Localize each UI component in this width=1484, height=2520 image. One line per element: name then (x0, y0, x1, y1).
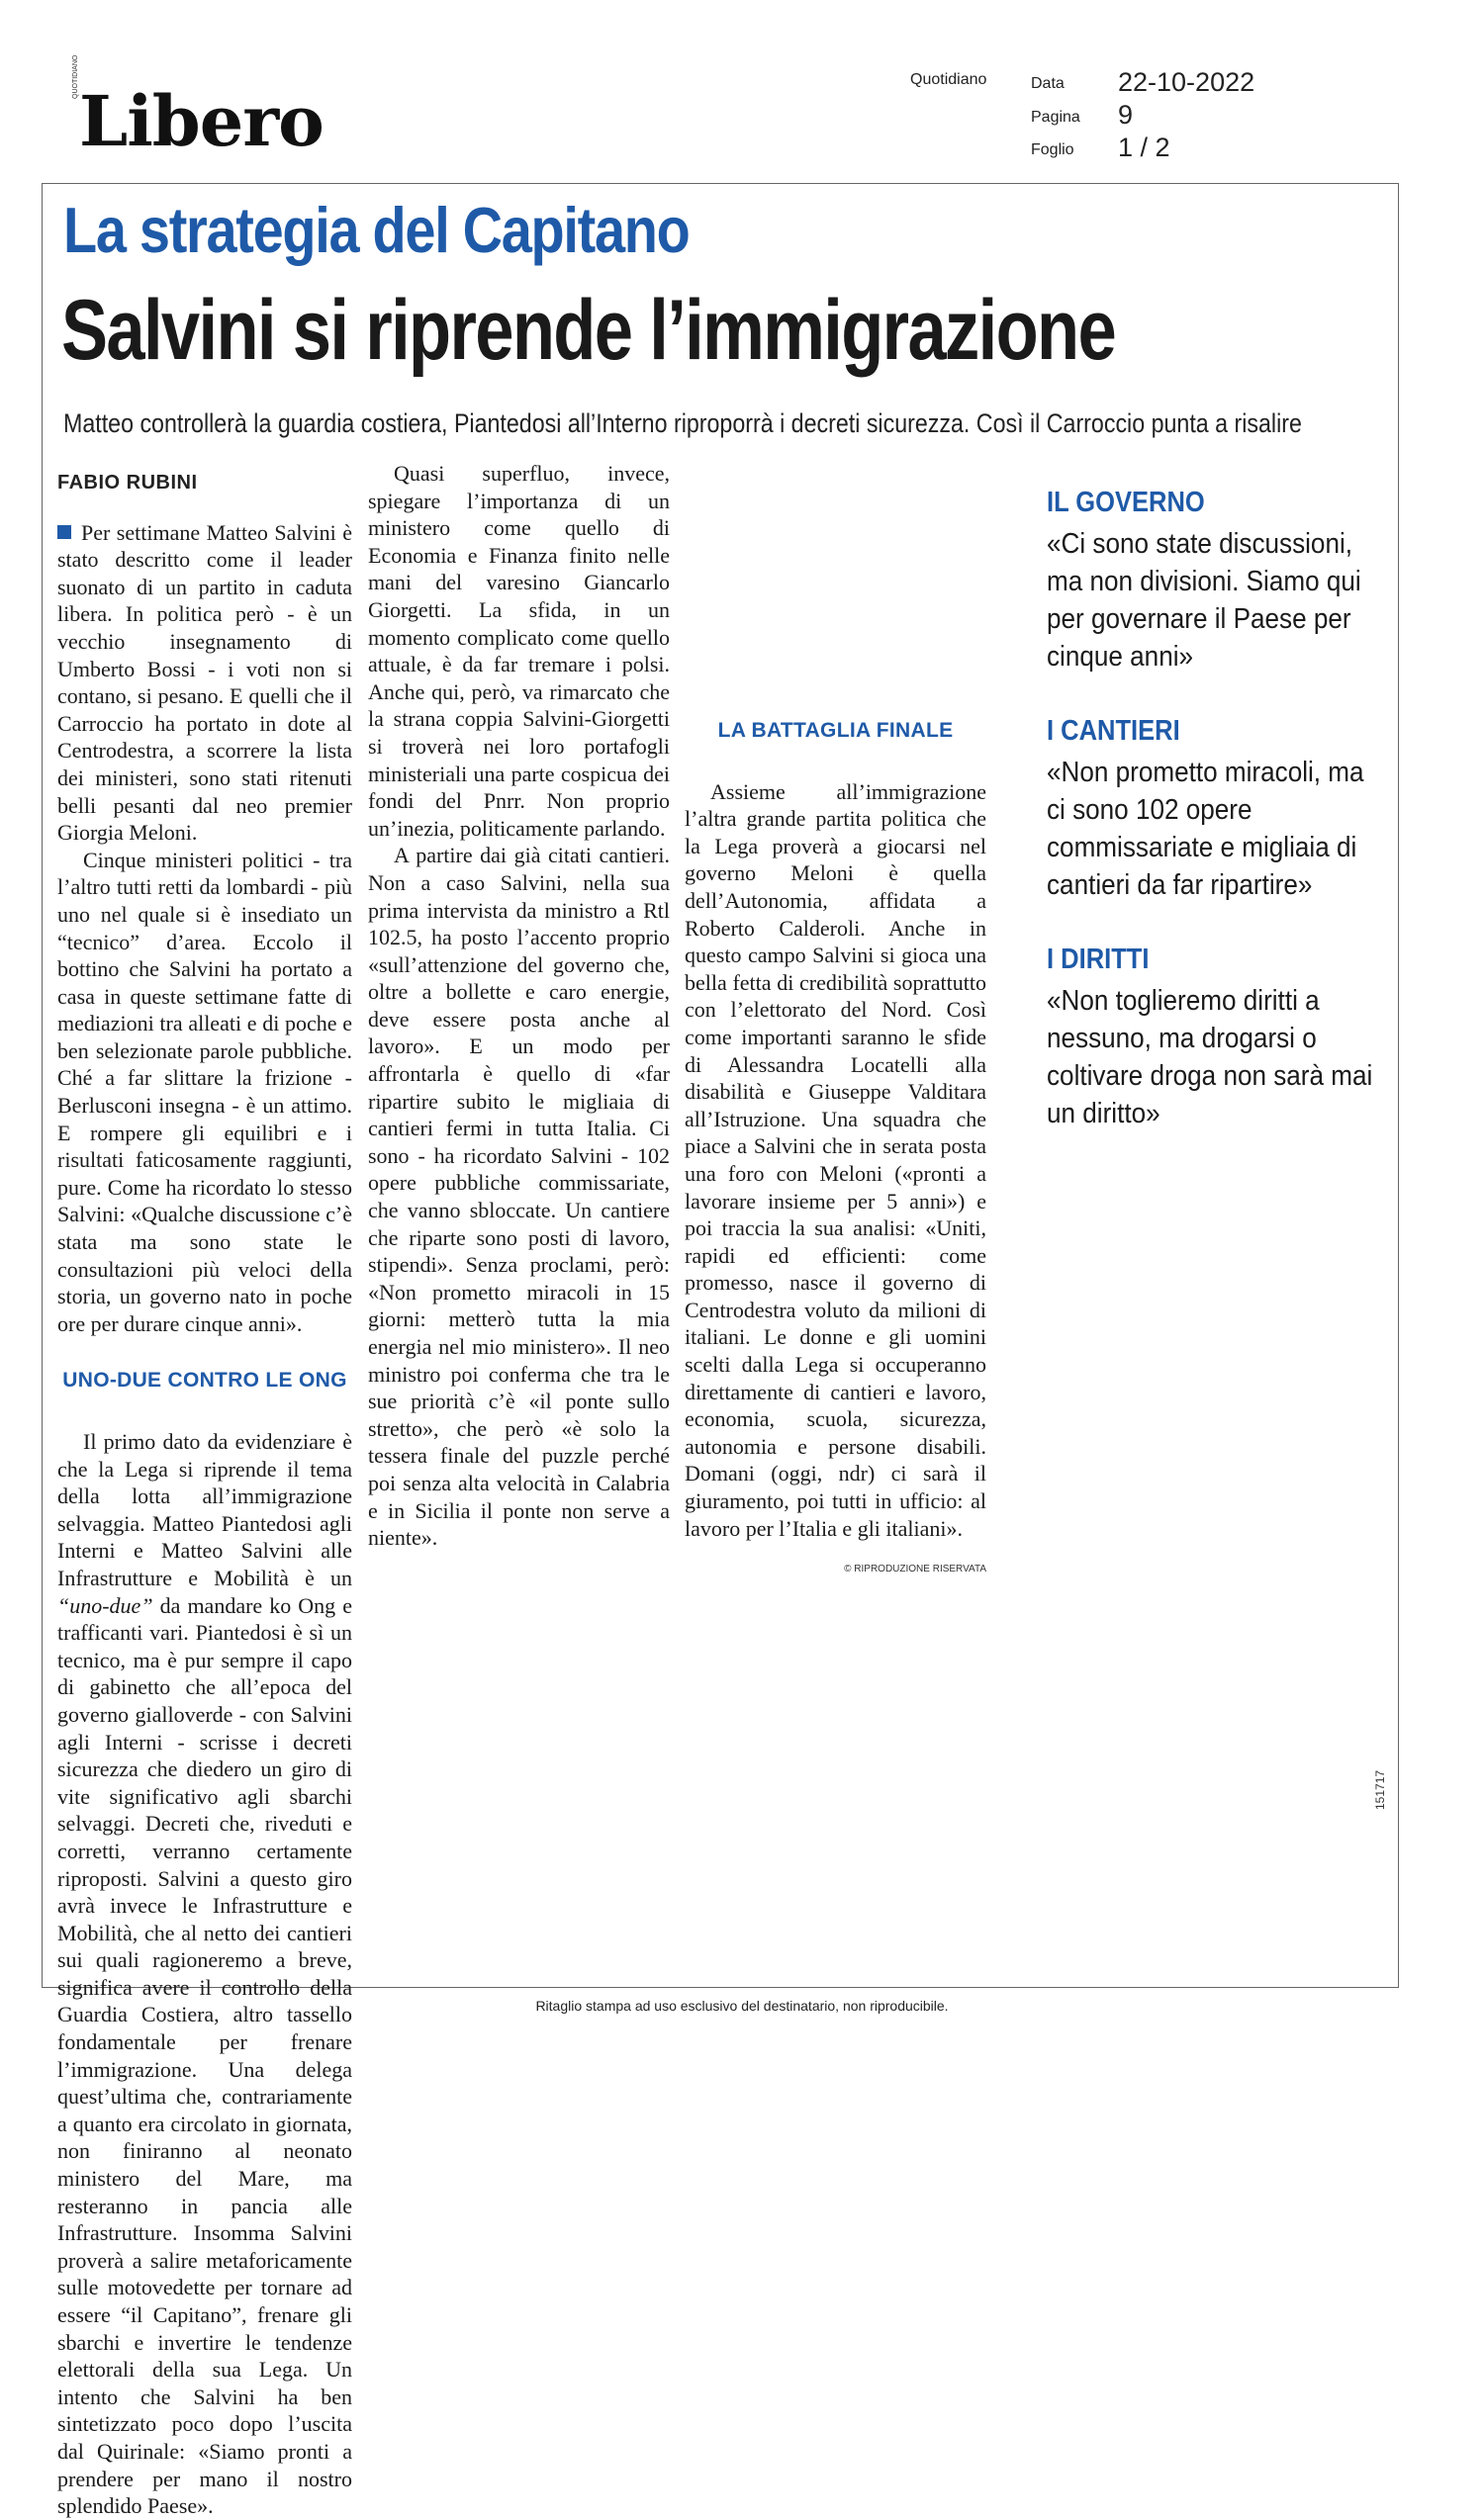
meta-label-page: Pagina (1031, 109, 1080, 126)
paragraph-3: Il primo dato da evidenziare è che la Lega si riprende il tema della lotta all’immigrazione selvaggia. Matteo Piantedosi agli Interni e Matteo Salvini alle Infrastrutture e Mobilità è un “uno-due” da mandare ko Ong e trafficanti vari. Piantedosi è sì un tecnico, ma è pur sempre il capo di gabinetto che all’epoca del governo gialloverde - con Salvini agli Interni - scrisse i decreti sicurezza che diedero un giro di vite significativo agli sbarchi selvaggi. Decreti che, riveduti e corretti, verranno certamente riproposti. Salvini a questo giro avrà invece le Infrastrutture e Mobilità, che al netto dei cantieri sui quali ragioneremo a breve, significa avere il controllo della Guardia Costiera, altro tassello fondamentale per frenare l’immigrazione. Una delega quest’ultima che, contrariamente a quanto era circolato in giornata, non finiranno al neonato ministero del Mare, ma resteranno in pancia alle Infrastrutture. Insomma Salvini proverà a salire metaforicamente sulle motovedette per tornare ad essere “il Capitano”, frenare gli sbarchi e invertire le tendenze elettorali della sua Lega. Un intento che Salvini ha ben sintetizzato poco dopo l’uscita dal Quirinale: «Siamo pronti a prendere per mano il nostro splendido Paese». (57, 1429, 352, 2519)
paragraph-6: Assieme all’immigrazione l’altra grande partita politica che la Lega proverà a giocarsi nel governo Meloni è quella dell’Autonomia, affidata a Roberto Calderoli. Anche in questo campo Salvini si gioca una bella fetta di credibilità soprattutto con l’elettorato del Nord. Così come importanti saranno le sfide di Alessandra Locatelli alla disabilità e Giuseppe Valditara all’Istruzione. Una squadra che piace a Salvini che in serata posta una foro con Meloni («pronti a lavorare insieme per 5 anni») e poi traccia la sua analisi: «Uniti, rapidi ed efficienti: come promesso, nasce il governo di Centrodestra voluto da milioni di italiani. Le donne e gli uomini scelti dalla Lega si occuperanno direttamente di cantieri e lavoro, economia, scuola, sicurezza, autonomia e persone disabili. Domani (oggi, ndr) ci sarà il giuramento, poi tutti in ufficio: al lavoro per l’Italia e gli italiani». (685, 778, 986, 1541)
paragraph-1: Per settimane Matteo Salvini è stato descritto come il leader suonato di un partito in caduta libera. In politica però - è un vecchio insegnamento di Umberto Bossi - i voti non si contano, si pesano. E quelli che il Carroccio ha portato in dote al Centrodestra, a scorrere la lista dei ministeri, sono stati ritenuti belli pesanti dal neo premier Giorgia Meloni. (57, 519, 352, 846)
section-heading-battaglia: LA BATTAGLIA FINALE (717, 719, 954, 742)
paragraph-2: Cinque ministeri politici - tra l’altro tutti retti da lombardi - più uno nel quale si è insediato un “tecnico” d’area. Eccolo il bottino che Salvini ha portato a casa in queste settimane fatte di mediazioni tra alleati e di poche e ben selezionate parole pubbliche. Ché a far slittare la frizione - Berlusconi insegna - è un attimo. E rompere gli equilibri e i risultati faticosamente raggiunti, pure. Come ha ricordato lo stesso Salvini: «Qualche discussione c’è stata ma sono state le consultazioni più veloci della storia, un governo nato in poche ore per durare cinque anni». (57, 847, 352, 1336)
article-kicker: La strategia del Capitano (63, 194, 690, 266)
meta-label-date: Data (1031, 75, 1065, 92)
italic-uno-due: “uno-due” (57, 1592, 153, 1618)
section-heading-ong: UNO-DUE CONTRO LE ONG (62, 1369, 347, 1393)
publication-type: Quotidiano (910, 71, 987, 88)
sidebar-quote-diritti: «Non toglieremo diritti a nessuno, ma drogarsi o coltivare droga non sarà mai un diritto» (1047, 985, 1373, 1129)
article-column-2 (368, 460, 670, 1552)
sidebar-quote-governo: «Ci sono state discussioni, ma non divisioni. Siamo qui per governare il Paese per cinque anni» (1047, 528, 1361, 673)
paragraph-5: A partire dai già citati cantieri. Non a caso Salvini, nella sua prima intervista da ministro a Rtl 102.5, ha posto l’accento proprio «sull’attenzione del governo che, oltre a bollette e caro energie, deve essere posta anche al lavoro». E un modo per affrontarla è quello di «far ripartire subito le migliaia di cantieri fermi in tutta Italia. Ci sono - ha ricordato Salvini - 102 opere pubbliche commissariate, che vanno sbloccate. Un cantiere che riparte sono posti di lavoro, stipendi». Senza proclami, però: «Non prometto miracoli in 15 giorni: metterò tutta la mia energia nel mio ministero». Il neo ministro poi conferma che tra le sue priorità c’è «il ponte sullo stretto», che però «è solo la tessera finale del puzzle perché poi senza alta velocità in Calabria e in Sicilia il ponte non serve a niente». (368, 843, 670, 1551)
meta-value-date: 22-10-2022 (1118, 67, 1255, 97)
lead-marker-icon (57, 525, 71, 539)
sidebar-quote-cantieri: «Non prometto miracoli, ma ci sono 102 opere commissariate e migliaia di cantieri da far ripartire» (1047, 757, 1364, 901)
masthead-sublabel: QUOTIDIANO (72, 54, 79, 99)
footer-disclaimer: Ritaglio stampa ad uso esclusivo del destinatario, non riproducibile. (535, 1998, 949, 2014)
article-headline: Salvini si riprende l’immigrazione (61, 283, 1116, 378)
newspaper-logo: Libero (79, 80, 324, 162)
sidebar-head-diritti: I DIRITTI (1047, 944, 1150, 975)
paragraph-4: Quasi superfluo, invece, spiegare l’importanza di un ministero come quello di Economia e Finanza finito nelle mani del varesino Giancarlo Giorgetti. La sfida, in un momento complicato come quello attuale, è da far tremare i polsi. Anche qui, però, va rimarcato che la strana coppia Salvini-Giorgetti si troverà nei loro portafogli ministeriali una parte cospicua dei fondi del Pnrr. Non proprio un’inezia, politicamente parlando. (368, 461, 670, 841)
sidebar-head-governo: IL GOVERNO (1047, 487, 1205, 518)
meta-label-sheet: Foglio (1031, 141, 1074, 158)
article-column-1 (57, 460, 352, 2520)
byline: FABIO RUBINI (57, 472, 198, 494)
clipping-code: 151717 (1373, 1769, 1387, 1810)
sidebar-quotes (1047, 487, 1383, 1172)
copyright-notice: © RIPRODUZIONE RISERVATA (844, 1564, 986, 1575)
article-column-3 (685, 460, 986, 1583)
sidebar-head-cantieri: I CANTIERI (1047, 715, 1180, 747)
meta-value-page: 9 (1118, 100, 1134, 130)
meta-value-sheet: 1 / 2 (1118, 133, 1170, 162)
article-subheadline: Matteo controllerà la guardia costiera, Piantedosi all’Interno riproporrà i decreti sicurezza. Così il Carroccio punta a risalire (63, 408, 1302, 438)
